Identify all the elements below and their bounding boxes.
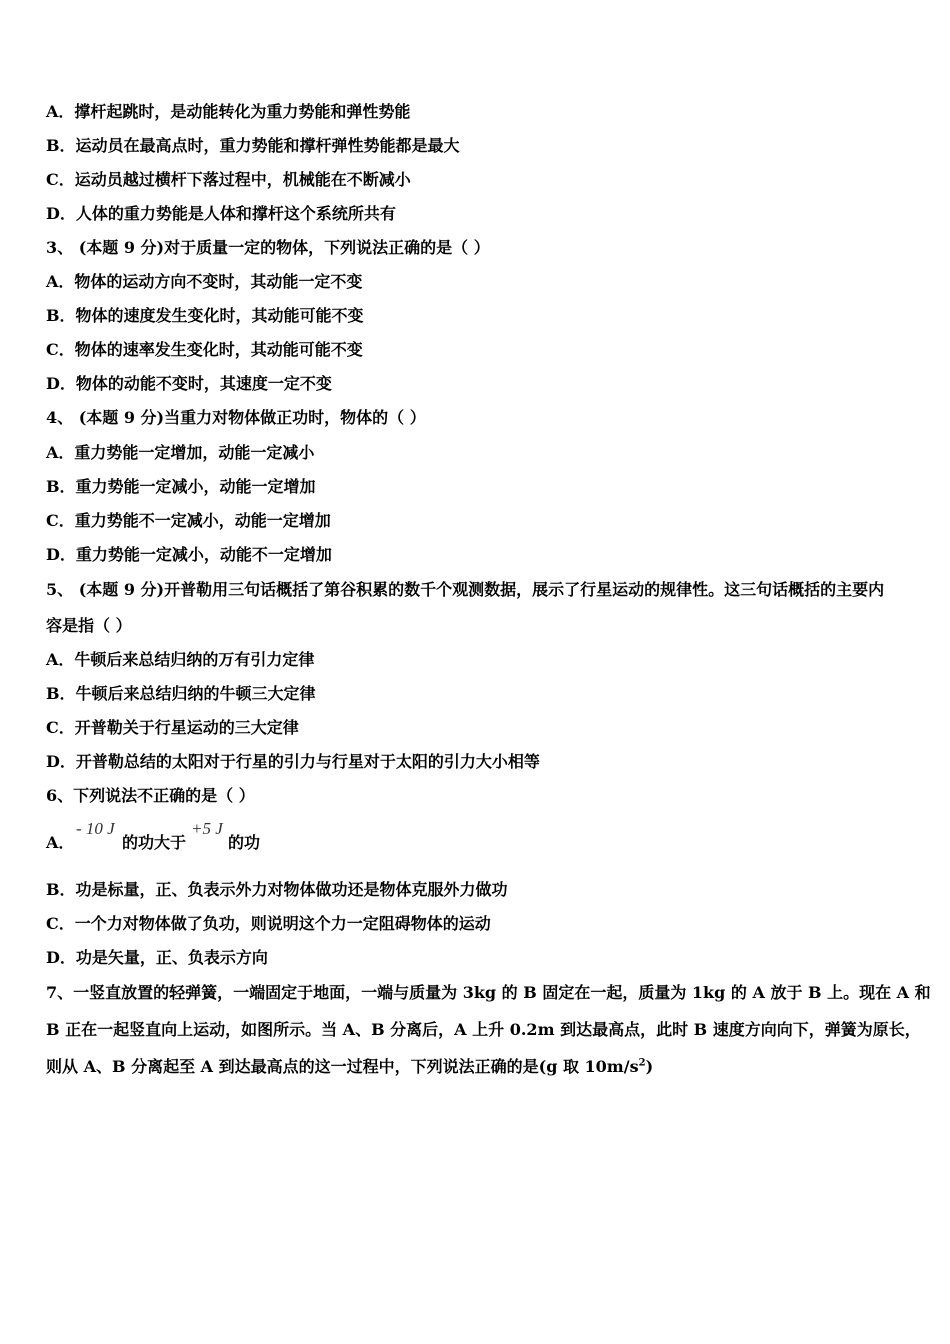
q5-option-b: B．牛顿后来总结归纳的牛顿三大定律 [46,684,316,703]
q6-math-negative-work: - 10 J [76,819,115,838]
q6-option-a-text1: 的功大于 [122,833,187,852]
q2-option-c: C．运动员越过横杆下落过程中，机械能在不断减小 [46,170,411,189]
q2-option-a: A．撑杆起跳时，是动能转化为重力势能和弹性势能 [46,102,411,121]
q2-option-b: B．运动员在最高点时，重力势能和撑杆弹性势能都是最大 [46,136,460,155]
q4-option-c: C．重力势能不一定减小，动能一定增加 [46,511,331,530]
q7-line3-main: 则从 A、B 分离起至 A 到达最高点的这一过程中，下列说法正确的是(g 取 10m/s [46,1057,639,1076]
q7-line1: 7、一竖直放置的轻弹簧，一端固定于地面，一端与质量为 3kg 的 B 固定在一起，质量为 1kg 的 A 放于 B 上。现在 A 和 [46,983,931,1002]
q4-option-d: D．重力势能一定减小，动能不一定增加 [46,545,332,564]
q7-line3 [46,1057,653,1077]
q4-stem: 4、 (本题 9 分)当重力对物体做正功时，物体的（ ） [46,408,426,427]
q7-line3-end: ) [645,1057,654,1076]
q7-line2: B 正在一起竖直向上运动，如图所示。当 A、B 分离后，A 上升 0.2m 到达最高点，此时 B 速度方向向下，弹簧为原长， [46,1020,921,1039]
q4-option-b: B．重力势能一定减小，动能一定增加 [46,477,316,496]
q6-option-b: B．功是标量，正、负表示外力对物体做功还是物体克服外力做功 [46,880,508,899]
q3-stem: 3、 (本题 9 分)对于质量一定的物体，下列说法正确的是（ ） [46,238,490,257]
q5-option-c: C．开普勒关于行星运动的三大定律 [46,718,299,737]
q3-option-c: C．物体的速率发生变化时，其动能可能不变 [46,340,363,359]
q6-option-a-text2: 的功 [228,833,261,852]
q7-line3-superscript: 2 [638,1057,646,1069]
q6-stem: 6、下列说法不正确的是（ ） [46,786,255,805]
q4-option-a: A．重力势能一定增加，动能一定减小 [46,443,315,462]
q5-option-a: A．牛顿后来总结归纳的万有引力定律 [46,650,315,669]
q3-option-b: B．物体的速度发生变化时，其动能可能不变 [46,306,364,325]
q6-option-c: C．一个力对物体做了负功，则说明这个力一定阻碍物体的运动 [46,914,491,933]
q6-option-a-label: A． [46,833,75,852]
q6-option-a [46,819,346,853]
q2-option-d: D．人体的重力势能是人体和撑杆这个系统所共有 [46,204,396,223]
q5-stem-line1: 5、 (本题 9 分)开普勒用三句话概括了第谷积累的数千个观测数据，展示了行星运动的规律性。这三句话概括的主要内 [46,580,885,599]
q6-option-d: D．功是矢量，正、负表示方向 [46,948,268,967]
q3-option-a: A．物体的运动方向不变时，其动能一定不变 [46,272,363,291]
q3-option-d: D．物体的动能不变时，其速度一定不变 [46,374,332,393]
q6-math-positive-work: +5 J [191,819,223,838]
q5-option-d: D．开普勒总结的太阳对于行星的引力与行星对于太阳的引力大小相等 [46,752,540,771]
q5-stem-line2: 容是指（ ） [46,616,132,635]
